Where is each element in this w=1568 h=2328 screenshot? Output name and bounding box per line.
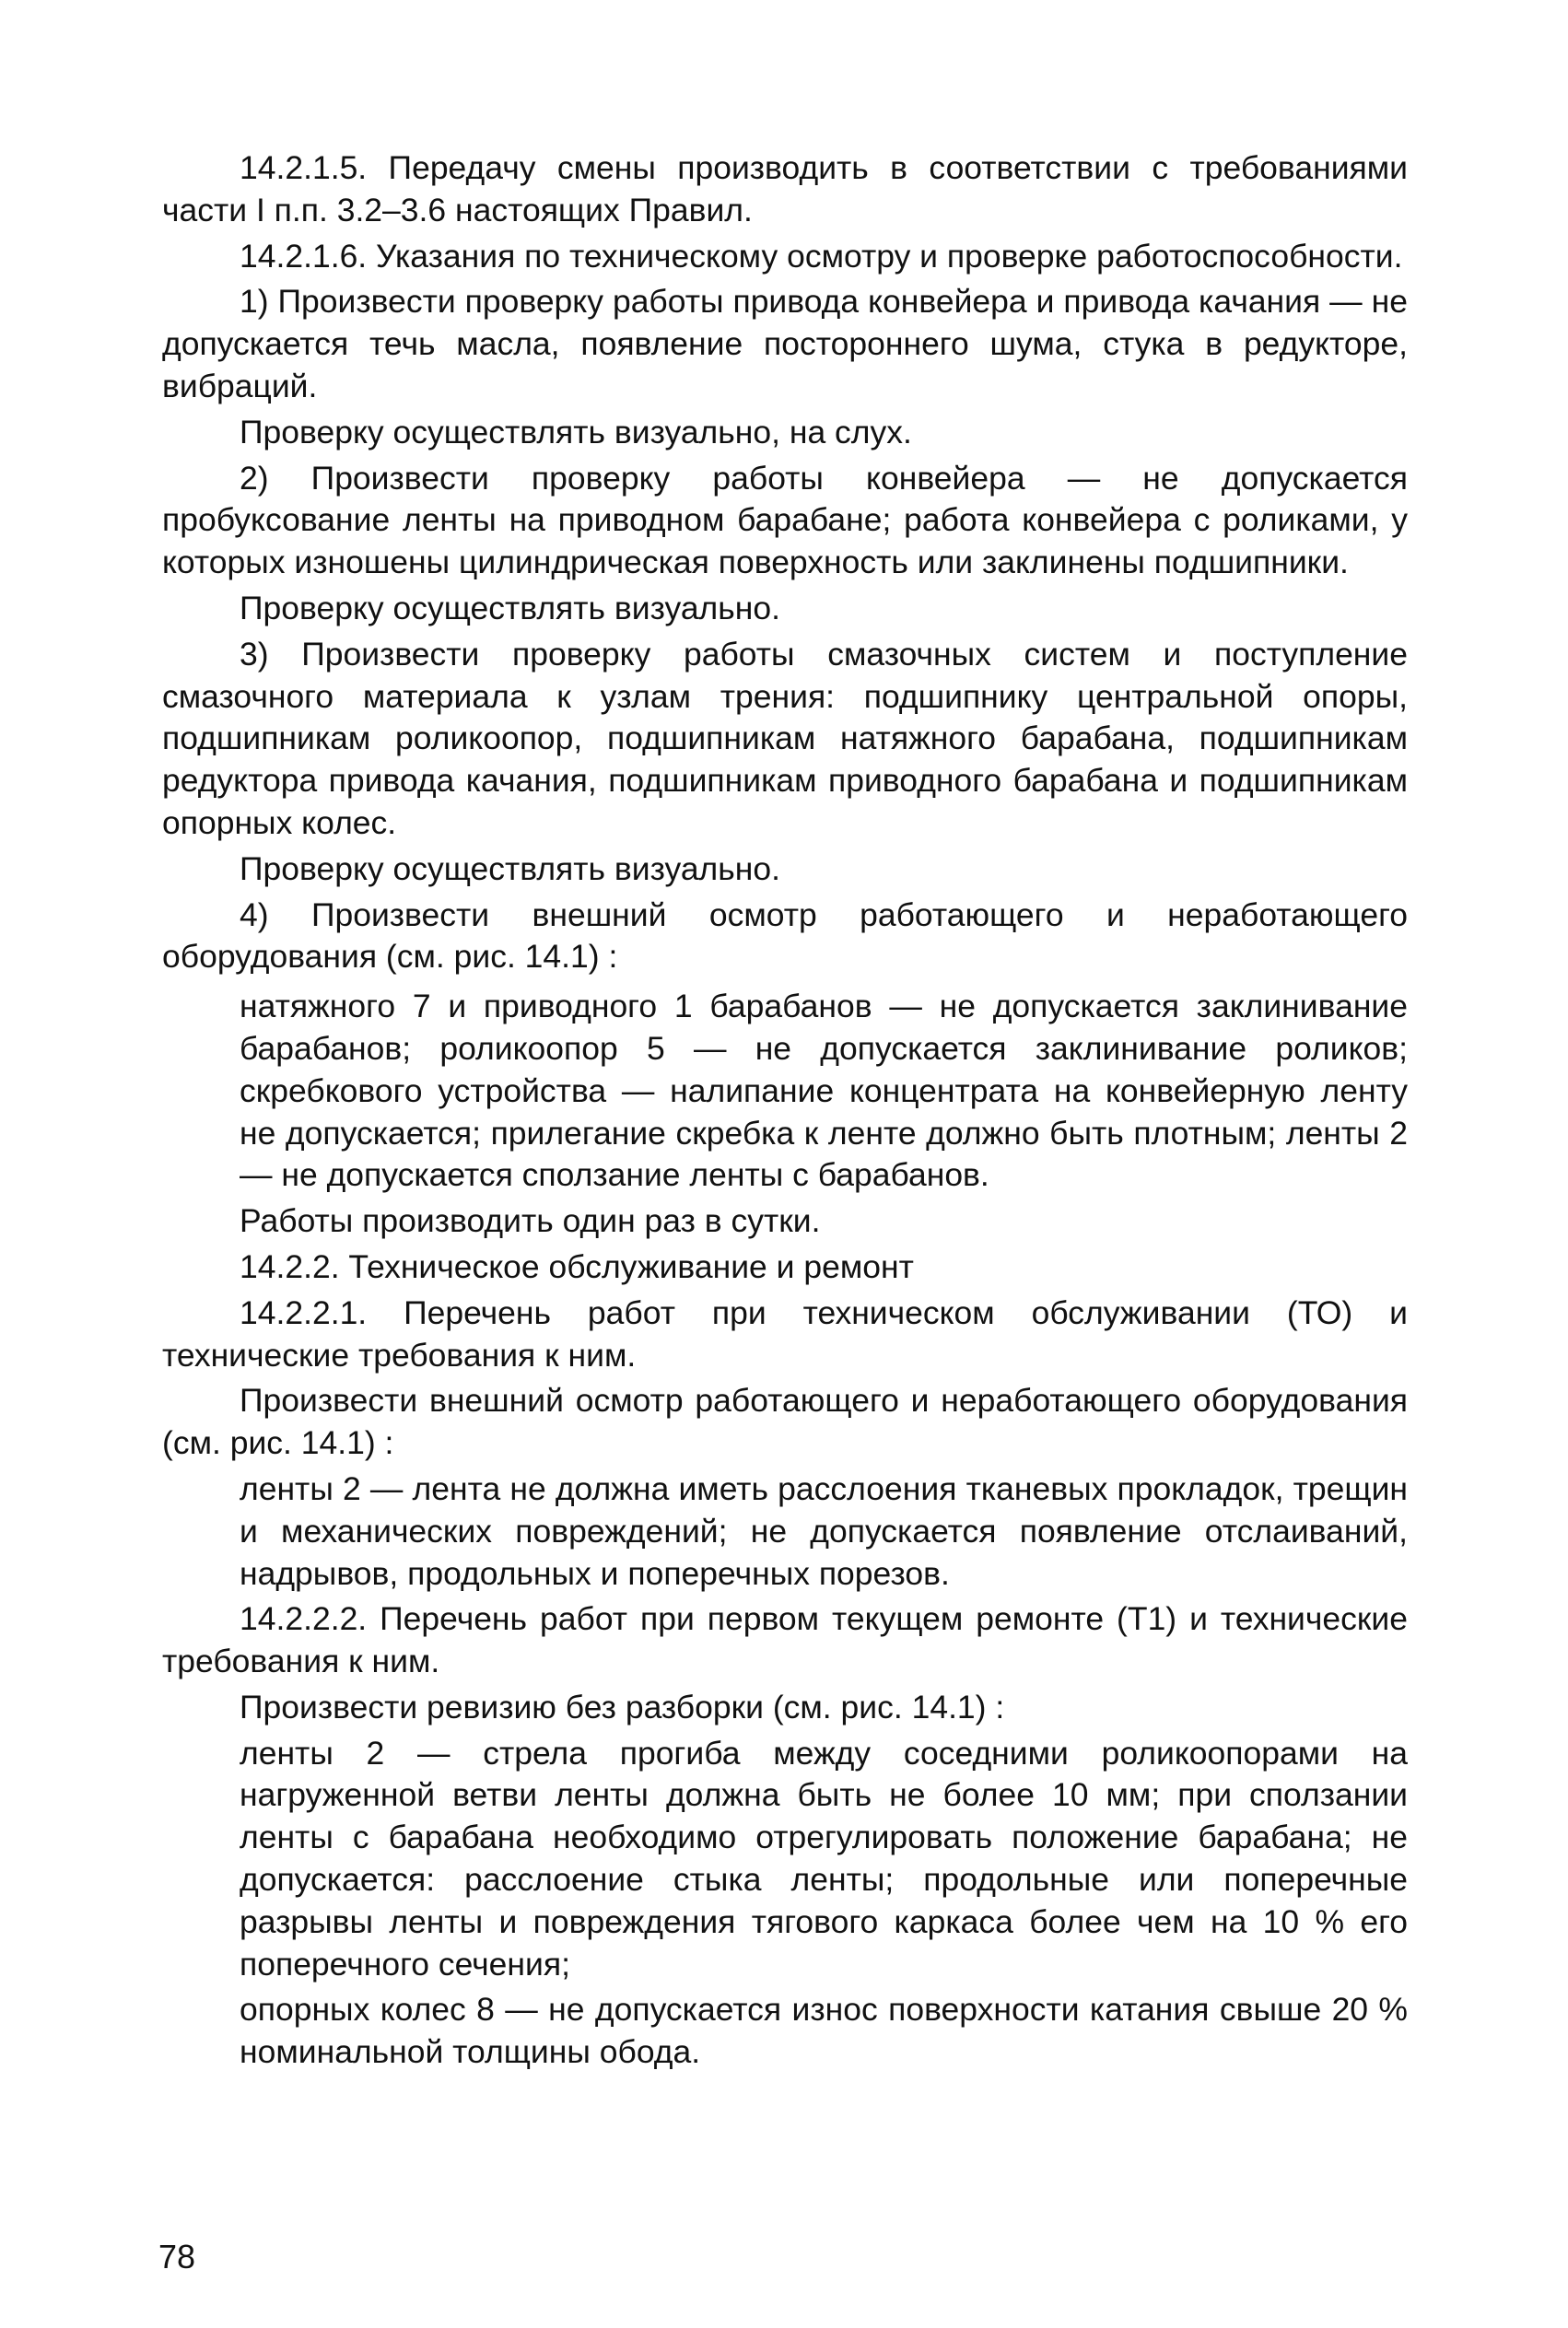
check-note-3: Проверку осуществлять визуально. [240,849,780,887]
to-inspection: Произвести внешний осмотр работающего и неработающего оборудования (см. рис. 14.1) : [162,1382,1408,1462]
body-text [162,147,1408,2077]
paragraph-14-2-2-2: 14.2.2.2. Перечень работ при первом текущем ремонте (Т1) и технические требования к ним. [162,1600,1408,1680]
paragraph-14-2-2-1: 14.2.2.1. Перечень работ при техническом обслуживании (ТО) и технические требования к ним. [162,1293,1408,1374]
section-heading-14-2-2: 14.2.2. Техническое обслуживание и ремонт [240,1247,914,1285]
wheel-requirements: опорных колес 8 — не допускается износ поверхности катания свыше 20 % номинальной толщины обода. [240,1991,1408,2071]
frequency-note: Работы производить один раз в сутки. [240,1202,821,1240]
check-note-1: Проверку осуществлять визуально, на слух. [240,413,912,450]
paragraph-14-2-1-6: 14.2.1.6. Указания по техническому осмотру и проверке работоспособности. [240,237,1403,275]
item-3: 3) Произвести проверку работы смазочных систем и поступление смазочного материала к узлам трения: подшипнику центральной опоры, подшипникам роликоопор, подшипникам натяжного барабана, подшипникам редуктора привода качания, подшипникам приводного барабана и подшипникам опорных колес. [162,635,1408,841]
belt-requirements-to: ленты 2 — лента не должна иметь расслоения тканевых прокладок, трещин и механических повреждений; не допускается появление отслаиваний, надрывов, продольных и поперечных порезов. [240,1469,1408,1592]
inspection-details: натяжного 7 и приводного 1 барабанов — не допускается заклинивание барабанов; роликоопор 5 — не допускается заклинивание роликов; скребкового устройства — налипание концентрата на конвейерную ленту не допускается; прилегание скребка к ленте должно быть плотным; ленты 2 — не допускается сползание ленты с барабанов. [240,988,1408,1194]
revision-note: Произвести ревизию без разборки (см. рис. 14.1) : [240,1688,1005,1726]
item-4: 4) Произвести внешний осмотр работающего и неработающего оборудования (см. рис. 14.1) : [162,895,1408,976]
check-note-2: Проверку осуществлять визуально. [240,589,780,626]
item-1: 1) Произвести проверку работы привода конвейера и привода качания — не допускается течь масла, появление постороннего шума, стука в редукторе, вибраций. [162,283,1408,404]
paragraph-14-2-1-5: 14.2.1.5. Передачу смены производить в соответствии с требованиями части I п.п. 3.2–3.6 настоящих Правил. [162,149,1408,228]
item-2: 2) Произвести проверку работы конвейера — не допускается пробуксование ленты на приводном барабане; работа конвейера с роликами, у которых изношены цилиндрическая поверхность или заклинены подшипники. [162,459,1408,581]
page-number: 78 [158,2238,196,2275]
belt-requirements-t1: ленты 2 — стрела прогиба между соседними роликоопорами на нагруженной ветви ленты должна быть не более 10 мм; при сползании ленты с барабана необходимо отрегулировать положение барабана; не допускается: расслоение стыка ленты; продольные или поперечные разрывы ленты и повреждения тягового каркаса более чем на 10 % его поперечного сечения; [240,1734,1408,1983]
